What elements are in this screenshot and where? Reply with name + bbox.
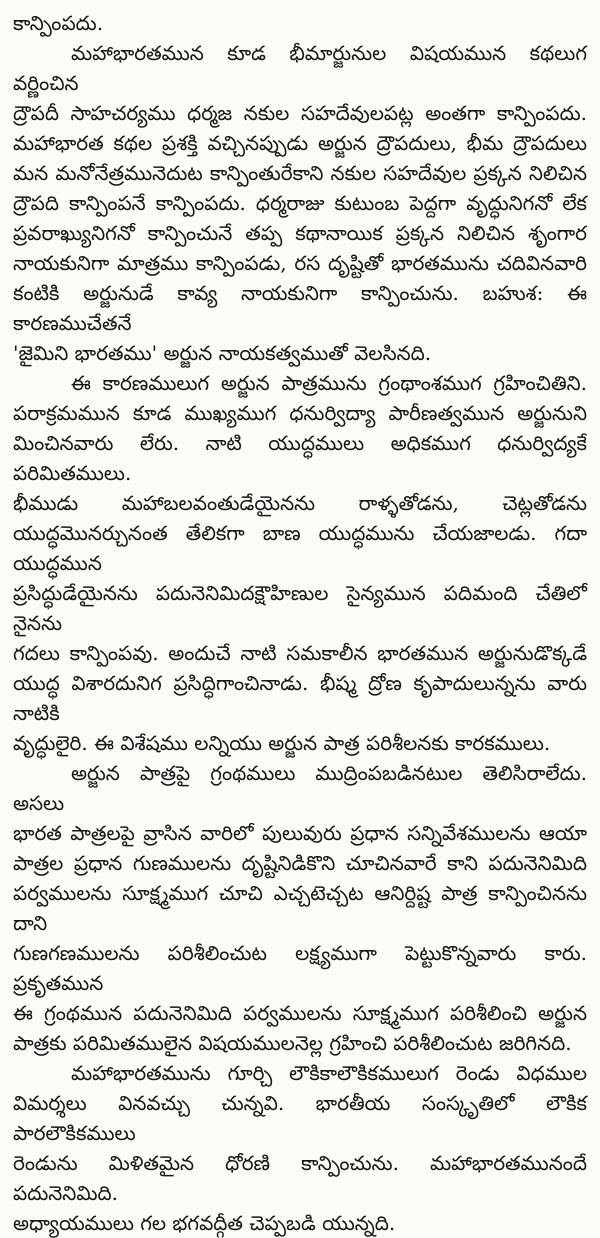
text-line: నాయకునిగా మాత్రము కాన్పింపడు, రస దృష్టితో భారతమును చదివినవారి [13,251,587,275]
text-line: యుద్ధ విశారదునిగ ప్రసిద్ధిగాంచినాడు. భీష్మ ద్రోణ కృపాదులున్నను వారు నాటికి [13,671,587,725]
text-line: గదలు కాన్పింపవు. అందుచే నాటి సమకాలీన భారతమున అర్జునుడొక్కడే [13,641,587,665]
text-line: పరాక్రమమున కూడ ముఖ్యముగ ధనుర్విద్యా పారీణత్వమున అర్జునుని [13,401,587,425]
text-line: ఈ గ్రంథమున పదునెనిమిది పర్వములను సూక్ష్మముగ పరిశీలించి అర్జున [13,1001,587,1025]
text-line: కాన్పింపదు. [13,11,104,35]
text-line: 'జైమిని భారతము' అర్జున నాయకత్వముతో వెలసినది. [13,341,432,365]
paragraph [13,8,587,38]
page-text [13,8,587,1238]
text-line: మహాభారత కథల ప్రశక్తి వచ్చినప్పుడు అర్జున ద్రౌపదులు, భీమ ద్రౌపదులు [13,131,587,155]
text-line: విమర్శలు వినవచ్చు చున్నవి. భారతీయ సంస్కృతిలో లౌకిక పారలౌకికములు [13,1091,587,1145]
paragraph [13,38,587,368]
text-line: ప్రసిద్ధుడేయైనను పదునెనిమిదక్షౌహిణుల సైన్యమున పదిమంది చేతిలో నైనను [13,581,587,635]
text-line: వృద్ధులైరి. ఈ విశేషము లన్నియు అర్జున పాత్ర పరిశీలనకు కారకములు. [13,731,551,755]
text-line: రెండును మిళితమైన ధోరణి కాన్పించును. మహాభారతమునందే పదునెనిమిది. [13,1151,587,1205]
text-line: గుణగణములను పరిశీలించుట లక్ష్యముగా పెట్టుకొన్నవారు కారు. ప్రకృతమున [13,941,587,995]
paragraph [13,758,587,1058]
text-line: యుద్ధమొనర్చునంత తేలికగా బాణ యుద్ధమును చేయజాలడు. గదా యుద్ధమున [13,521,587,575]
text-line: ప్రవరాఖ్యునిగనో కాన్పించునే తప్ప కథానాయిక ప్రక్కన నిలిచిన శృంగార [13,221,587,245]
text-line: ద్రౌపదీ సాహచర్యము ధర్మజ నకుల సహదేవులపట్ల అంతగా కాన్పింపదు. [13,101,587,125]
text-line: కంటికి అర్జునుడే కావ్య నాయకునిగా కాన్పించును. బహుశ: ఈ కారణముచేతనే [13,281,587,335]
text-line: భారత పాత్రలపై వ్రాసిన వారిలో పులువురు ప్రధాన సన్నివేశములను ఆయా [13,821,587,845]
text-line: అధ్యాయములు గల భగవద్గీత చెప్పబడి యున్నది. [13,1211,396,1235]
text-line: భీముడు మహాబలవంతుడేయైనను రాళ్ళతోడను, చెట్లతోడను [13,491,587,515]
text-line: పాత్రల ప్రధాన గుణములను దృష్టినిడికొని చూచినవారే కాని పదునెనిమిది [13,851,587,875]
paragraph [13,1058,587,1238]
text-line: మహాభారతమున కూడ భీమార్జునుల విషయమున కథలుగ వర్ణించిన [13,41,587,95]
text-line: మన మనోనేత్రమునెదుట కాన్పింతురేకాని నకుల సహదేవుల ప్రక్కన నిలిచిన [13,161,587,185]
text-line: మించినవారు లేరు. నాటి యుద్ధములు అధికముగ ధనుర్విద్యకే పరిమితములు. [13,431,587,485]
text-line: పర్వములను సూక్ష్మముగ చూచి ఎచ్చటెచ్చట ఆనిర్దిష్ట పాత్ర కాన్పించినను దాని [13,881,587,935]
paragraph [13,368,587,758]
text-line: మహాభారతమును గూర్చి లౌకికాలౌకికములుగ రెండు విధముల [71,1061,587,1085]
text-line: ఈ కారణములుగ అర్జున పాత్రమును గ్రంథాంశముగ గ్రహించితిని. [71,371,587,395]
text-line: ద్రౌపది కాన్పింపనే కాన్పింపదు. ధర్మరాజు కుటుంబ పెద్దగా వృద్ధునిగనో లేక [13,191,587,215]
text-line: అర్జున పాత్రపై గ్రంథములు ముద్రింపబడినటుల తెలిసిరాలేదు. అసలు [13,761,587,815]
text-line: పాత్రకు పరిమితములైన విషయములనెల్ల గ్రహించి పరిశీలించుట జరిగినది. [13,1031,572,1055]
